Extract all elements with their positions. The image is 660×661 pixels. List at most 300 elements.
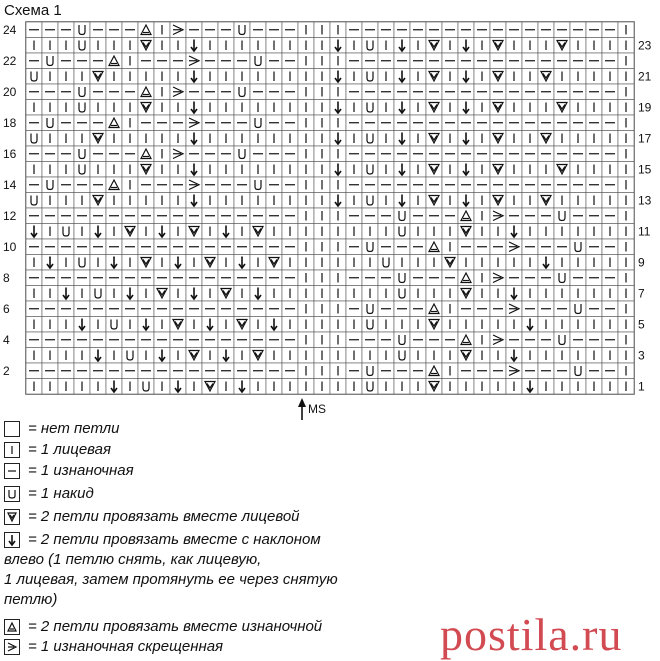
chart-cell-purl [26,270,42,286]
chart-cell-purl [186,146,202,162]
chart-cell-purl [506,146,522,162]
chart-cell-knit [202,69,218,85]
chart-cell-knit [122,38,138,54]
chart-cell-purl [282,22,298,38]
chart-cell-knit [586,38,602,54]
chart-cell-purl [202,53,218,69]
chart-cell-purl [394,177,410,193]
chart-cell-purl [570,177,586,193]
k2tog-icon [4,509,20,525]
chart-cell-yo [26,131,42,147]
chart-cell-knit [202,131,218,147]
chart-cell-purl [74,301,90,317]
chart-cell-knit [538,162,554,178]
legend-continuation [4,550,338,610]
chart-cell-k2tog [426,193,442,209]
chart-cell-p2tog [138,22,154,38]
chart-cell-purl [74,177,90,193]
chart-cell-knit [298,363,314,379]
chart-cell-purl [58,270,74,286]
chart-cell-purl [138,363,154,379]
chart-cell-purl [250,332,266,348]
chart-cell-purl [506,332,522,348]
chart-cell-purl [106,332,122,348]
chart-cell-knit [362,286,378,302]
chart-cell-purl [26,301,42,317]
chart-cell-purl [58,363,74,379]
chart-cell-knit [346,379,362,395]
chart-cell-knit [298,115,314,131]
chart-cell-knit [474,100,490,116]
chart-cell-knit [618,69,634,85]
chart-cell-knit [122,379,138,395]
chart-cell-knit [410,162,426,178]
legend-item-knit [4,441,111,458]
chart-cell-purl [554,239,570,255]
chart-cell-knit [346,131,362,147]
chart-cell-purl [250,208,266,224]
chart-cell-knit [378,100,394,116]
chart-cell-knit [122,131,138,147]
chart-cell-purl [586,84,602,100]
chart-cell-purl [90,53,106,69]
chart-cell-knit [586,317,602,333]
chart-cell-knit [282,69,298,85]
chart-cell-purl [586,177,602,193]
chart-cell-knit [474,193,490,209]
chart-cell-yo [74,38,90,54]
chart-cell-ssk [458,100,474,116]
chart-cell-knit [474,286,490,302]
chart-cell-purl [122,332,138,348]
chart-cell-purl [410,115,426,131]
chart-cell-knit [522,162,538,178]
chart-cell-purl [90,84,106,100]
chart-cell-purl [442,22,458,38]
chart-cell-knit [154,146,170,162]
chart-cell-yo [362,379,378,395]
chart-cell-knit [618,38,634,54]
chart-cell-purl [218,84,234,100]
chart-cell-knit [26,38,42,54]
chart-cell-knit [586,255,602,271]
chart-cell-p2tog [138,84,154,100]
chart-cell-knit [298,84,314,100]
chart-cell-knit [314,100,330,116]
chart-cell-ssk [138,317,154,333]
chart-cell-knit [154,22,170,38]
chart-cell-purl [506,208,522,224]
chart-cell-knit [154,255,170,271]
chart-cell-yo [234,146,250,162]
chart-cell-purl [186,22,202,38]
chart-cell-p2tog [138,146,154,162]
chart-cell-purl [538,363,554,379]
chart-cell-purl [154,301,170,317]
chart-cell-p2tog [426,239,442,255]
chart-cell-purl [602,53,618,69]
chart-cell-yo [26,69,42,85]
chart-cell-k2tog [170,317,186,333]
chart-cell-knit [106,162,122,178]
chart-cell-knit [410,131,426,147]
chart-cell-yo [362,239,378,255]
chart-cell-purl [586,301,602,317]
chart-cell-knit [138,286,154,302]
chart-cell-purl [154,239,170,255]
chart-cell-purl [250,239,266,255]
chart-cell-knit [170,193,186,209]
chart-cell-knit [122,69,138,85]
chart-cell-knit [154,69,170,85]
chart-cell-purl [490,22,506,38]
chart-cell-knit [490,379,506,395]
chart-cell-ssk [266,317,282,333]
chart-cell-purl [282,208,298,224]
chart-cell-knit [298,239,314,255]
chart-cell-knit [234,286,250,302]
chart-cell-purl [602,332,618,348]
chart-cell-knit [570,286,586,302]
chart-cell-knit [314,317,330,333]
chart-cell-knit [554,224,570,240]
chart-cell-purl [394,146,410,162]
chart-cell-knit [314,115,330,131]
chart-cell-ssk [394,162,410,178]
chart-cell-knit [538,286,554,302]
chart-cell-purl [106,270,122,286]
chart-cell-purl [602,208,618,224]
chart-cell-purl [58,177,74,193]
legend-text: = 1 накид [28,485,94,502]
chart-cell-purl [26,146,42,162]
chart-cell-purl [362,208,378,224]
chart-cell-knit [74,286,90,302]
chart-cell-purl [154,115,170,131]
chart-cell-yo [378,255,394,271]
chart-cell-knit [586,100,602,116]
chart-cell-ptbl [186,53,202,69]
chart-cell-purl [346,22,362,38]
chart-cell-knit [314,363,330,379]
chart-cell-knit [346,100,362,116]
chart-cell-knit [266,348,282,364]
chart-cell-purl [218,22,234,38]
chart-cell-purl [170,53,186,69]
chart-cell-purl [346,239,362,255]
chart-cell-knit [266,100,282,116]
chart-cell-knit [282,162,298,178]
chart-cell-knit [234,193,250,209]
chart-cell-purl [234,270,250,286]
chart-cell-purl [538,208,554,224]
chart-cell-knit [58,317,74,333]
chart-cell-knit [474,131,490,147]
chart-cell-knit [266,379,282,395]
chart-cell-yo [554,208,570,224]
chart-cell-purl [202,270,218,286]
chart-cell-knit [90,379,106,395]
chart-cell-purl [170,115,186,131]
chart-cell-purl [282,301,298,317]
ms-arrow-head-icon [298,398,306,407]
chart-cell-knit [42,317,58,333]
chart-cell-purl [90,332,106,348]
chart-cell-knit [74,131,90,147]
chart-cell-knit [474,255,490,271]
chart-cell-knit [570,131,586,147]
chart-cell-knit [330,332,346,348]
chart-cell-knit [266,224,282,240]
chart-cell-purl [282,115,298,131]
chart-cell-ssk [106,255,122,271]
chart-cell-purl [154,332,170,348]
chart-cell-k2tog [250,348,266,364]
row-number-right: 21 [638,69,652,84]
chart-cell-knit [250,100,266,116]
chart-cell-knit [314,332,330,348]
chart-cell-purl [74,332,90,348]
chart-cell-k2tog [458,286,474,302]
legend-item-empty [4,420,119,437]
chart-cell-knit [522,348,538,364]
chart-cell-ptbl [170,22,186,38]
chart-cell-purl [586,332,602,348]
chart-cell-yo [394,224,410,240]
chart-cell-knit [618,115,634,131]
chart-cell-purl [90,208,106,224]
chart-cell-knit [378,379,394,395]
chart-cell-purl [170,301,186,317]
chart-cell-knit [618,301,634,317]
chart-cell-k2tog [90,193,106,209]
row-number-left: 18 [3,116,17,130]
chart-cell-knit [282,38,298,54]
chart-cell-k2tog [426,379,442,395]
row-number-left: 4 [3,333,10,347]
chart-cell-ssk [186,286,202,302]
row-number-left: 10 [3,240,17,254]
chart-cell-knit [298,53,314,69]
chart-cell-purl [538,332,554,348]
chart-cell-purl [538,239,554,255]
chart-cell-purl [522,301,538,317]
chart-cell-knit [282,100,298,116]
chart-cell-purl [410,239,426,255]
chart-cell-purl [474,146,490,162]
chart-cell-knit [586,286,602,302]
chart-cell-purl [426,115,442,131]
chart-cell-purl [506,84,522,100]
chart-cell-purl [106,363,122,379]
chart-cell-knit [122,317,138,333]
row-number-left: 8 [3,271,10,285]
chart-cell-purl [586,53,602,69]
chart-cell-yo [362,317,378,333]
chart-cell-knit [266,286,282,302]
chart-cell-purl [458,84,474,100]
chart-cell-yo [362,100,378,116]
chart-cell-knit [618,317,634,333]
chart-cell-purl [490,53,506,69]
chart-cell-purl [538,270,554,286]
chart-cell-ssk [394,100,410,116]
chart-cell-knit [618,177,634,193]
chart-cell-knit [506,100,522,116]
chart-cell-knit [570,69,586,85]
chart-cell-knit [554,317,570,333]
chart-cell-purl [602,239,618,255]
legend-text: = 2 петли провязать вместе лицевой [28,508,300,525]
chart-cell-knit [602,131,618,147]
chart-cell-purl [458,301,474,317]
chart-cell-purl [554,363,570,379]
chart-cell-purl [58,115,74,131]
chart-cell-knit [586,224,602,240]
chart-cell-knit [74,193,90,209]
chart-cell-purl [186,301,202,317]
chart-cell-p2tog [458,208,474,224]
chart-cell-purl [474,363,490,379]
chart-cell-purl [554,177,570,193]
chart-cell-knit [570,100,586,116]
chart-cell-purl [570,146,586,162]
chart-cell-k2tog [90,131,106,147]
chart-cell-ssk [186,131,202,147]
chart-cell-k2tog [426,131,442,147]
chart-cell-knit [378,38,394,54]
chart-cell-ptbl [490,270,506,286]
chart-cell-purl [570,84,586,100]
chart-cell-knit [314,224,330,240]
chart-cell-purl [170,177,186,193]
chart-cell-purl [538,301,554,317]
chart-cell-k2tog [554,162,570,178]
chart-cell-knit [250,317,266,333]
chart-cell-purl [74,239,90,255]
chart-cell-purl [250,301,266,317]
chart-cell-knit [490,255,506,271]
chart-cell-yo [58,224,74,240]
chart-cell-knit [298,348,314,364]
chart-cell-knit [442,38,458,54]
chart-cell-knit [442,224,458,240]
chart-cell-purl [42,301,58,317]
chart-cell-knit [170,100,186,116]
purl-icon [4,463,20,479]
chart-cell-purl [554,53,570,69]
chart-cell-purl [346,84,362,100]
chart-cell-yo [362,38,378,54]
chart-cell-purl [442,177,458,193]
chart-cell-purl [410,53,426,69]
chart-cell-purl [266,301,282,317]
chart-cell-knit [314,270,330,286]
p2tog-icon [4,619,20,635]
chart-cell-purl [346,270,362,286]
chart-cell-knit [218,193,234,209]
chart-cell-purl [266,363,282,379]
chart-cell-purl [202,208,218,224]
chart-cell-knit [618,146,634,162]
chart-cell-ssk [122,286,138,302]
chart-cell-ptbl [490,332,506,348]
chart-cell-purl [122,208,138,224]
chart-cell-purl [602,146,618,162]
chart-cell-purl [362,332,378,348]
chart-cell-purl [378,363,394,379]
chart-cell-purl [26,53,42,69]
chart-cell-purl [490,177,506,193]
chart-cell-purl [602,84,618,100]
chart-cell-purl [234,208,250,224]
chart-cell-knit [298,162,314,178]
chart-cell-purl [410,208,426,224]
chart-cell-knit [458,379,474,395]
chart-cell-knit [58,100,74,116]
chart-cell-knit [442,69,458,85]
chart-cell-yo [42,53,58,69]
chart-cell-knit [138,348,154,364]
chart-cell-purl [42,146,58,162]
chart-cell-yo [74,84,90,100]
chart-cell-yo [138,379,154,395]
row-number-left: 2 [3,364,10,378]
chart-cell-purl [490,115,506,131]
chart-cell-knit [570,193,586,209]
chart-cell-knit [618,131,634,147]
legend-text: = 2 петли провязать вместе с наклоном [28,531,321,548]
chart-cell-purl [58,53,74,69]
chart-cell-knit [154,379,170,395]
chart-cell-p2tog [106,115,122,131]
legend-item-ssk [4,531,321,548]
chart-cell-k2tog [426,69,442,85]
chart-cell-p2tog [426,363,442,379]
chart-cell-purl [138,53,154,69]
chart-cell-knit [602,162,618,178]
chart-cell-knit [378,162,394,178]
chart-cell-knit [618,332,634,348]
chart-cell-purl [26,208,42,224]
chart-cell-purl [202,332,218,348]
chart-cell-knit [266,69,282,85]
chart-cell-purl [218,270,234,286]
chart-cell-knit [282,317,298,333]
chart-cell-k2tog [490,100,506,116]
chart-cell-purl [42,84,58,100]
chart-cell-purl [458,363,474,379]
chart-cell-knit [346,255,362,271]
chart-cell-knit [218,38,234,54]
chart-cell-ssk [522,317,538,333]
chart-cell-purl [170,239,186,255]
chart-cell-purl [138,239,154,255]
chart-cell-purl [538,177,554,193]
chart-cell-k2tog [138,100,154,116]
chart-cell-yo [394,286,410,302]
chart-cell-knit [314,193,330,209]
chart-cell-knit [506,379,522,395]
chart-cell-knit [314,255,330,271]
chart-cell-knit [474,162,490,178]
chart-cell-purl [378,53,394,69]
chart-cell-purl [586,146,602,162]
chart-cell-yo [250,177,266,193]
chart-cell-ssk [218,348,234,364]
chart-cell-knit [186,379,202,395]
chart-cell-knit [218,162,234,178]
